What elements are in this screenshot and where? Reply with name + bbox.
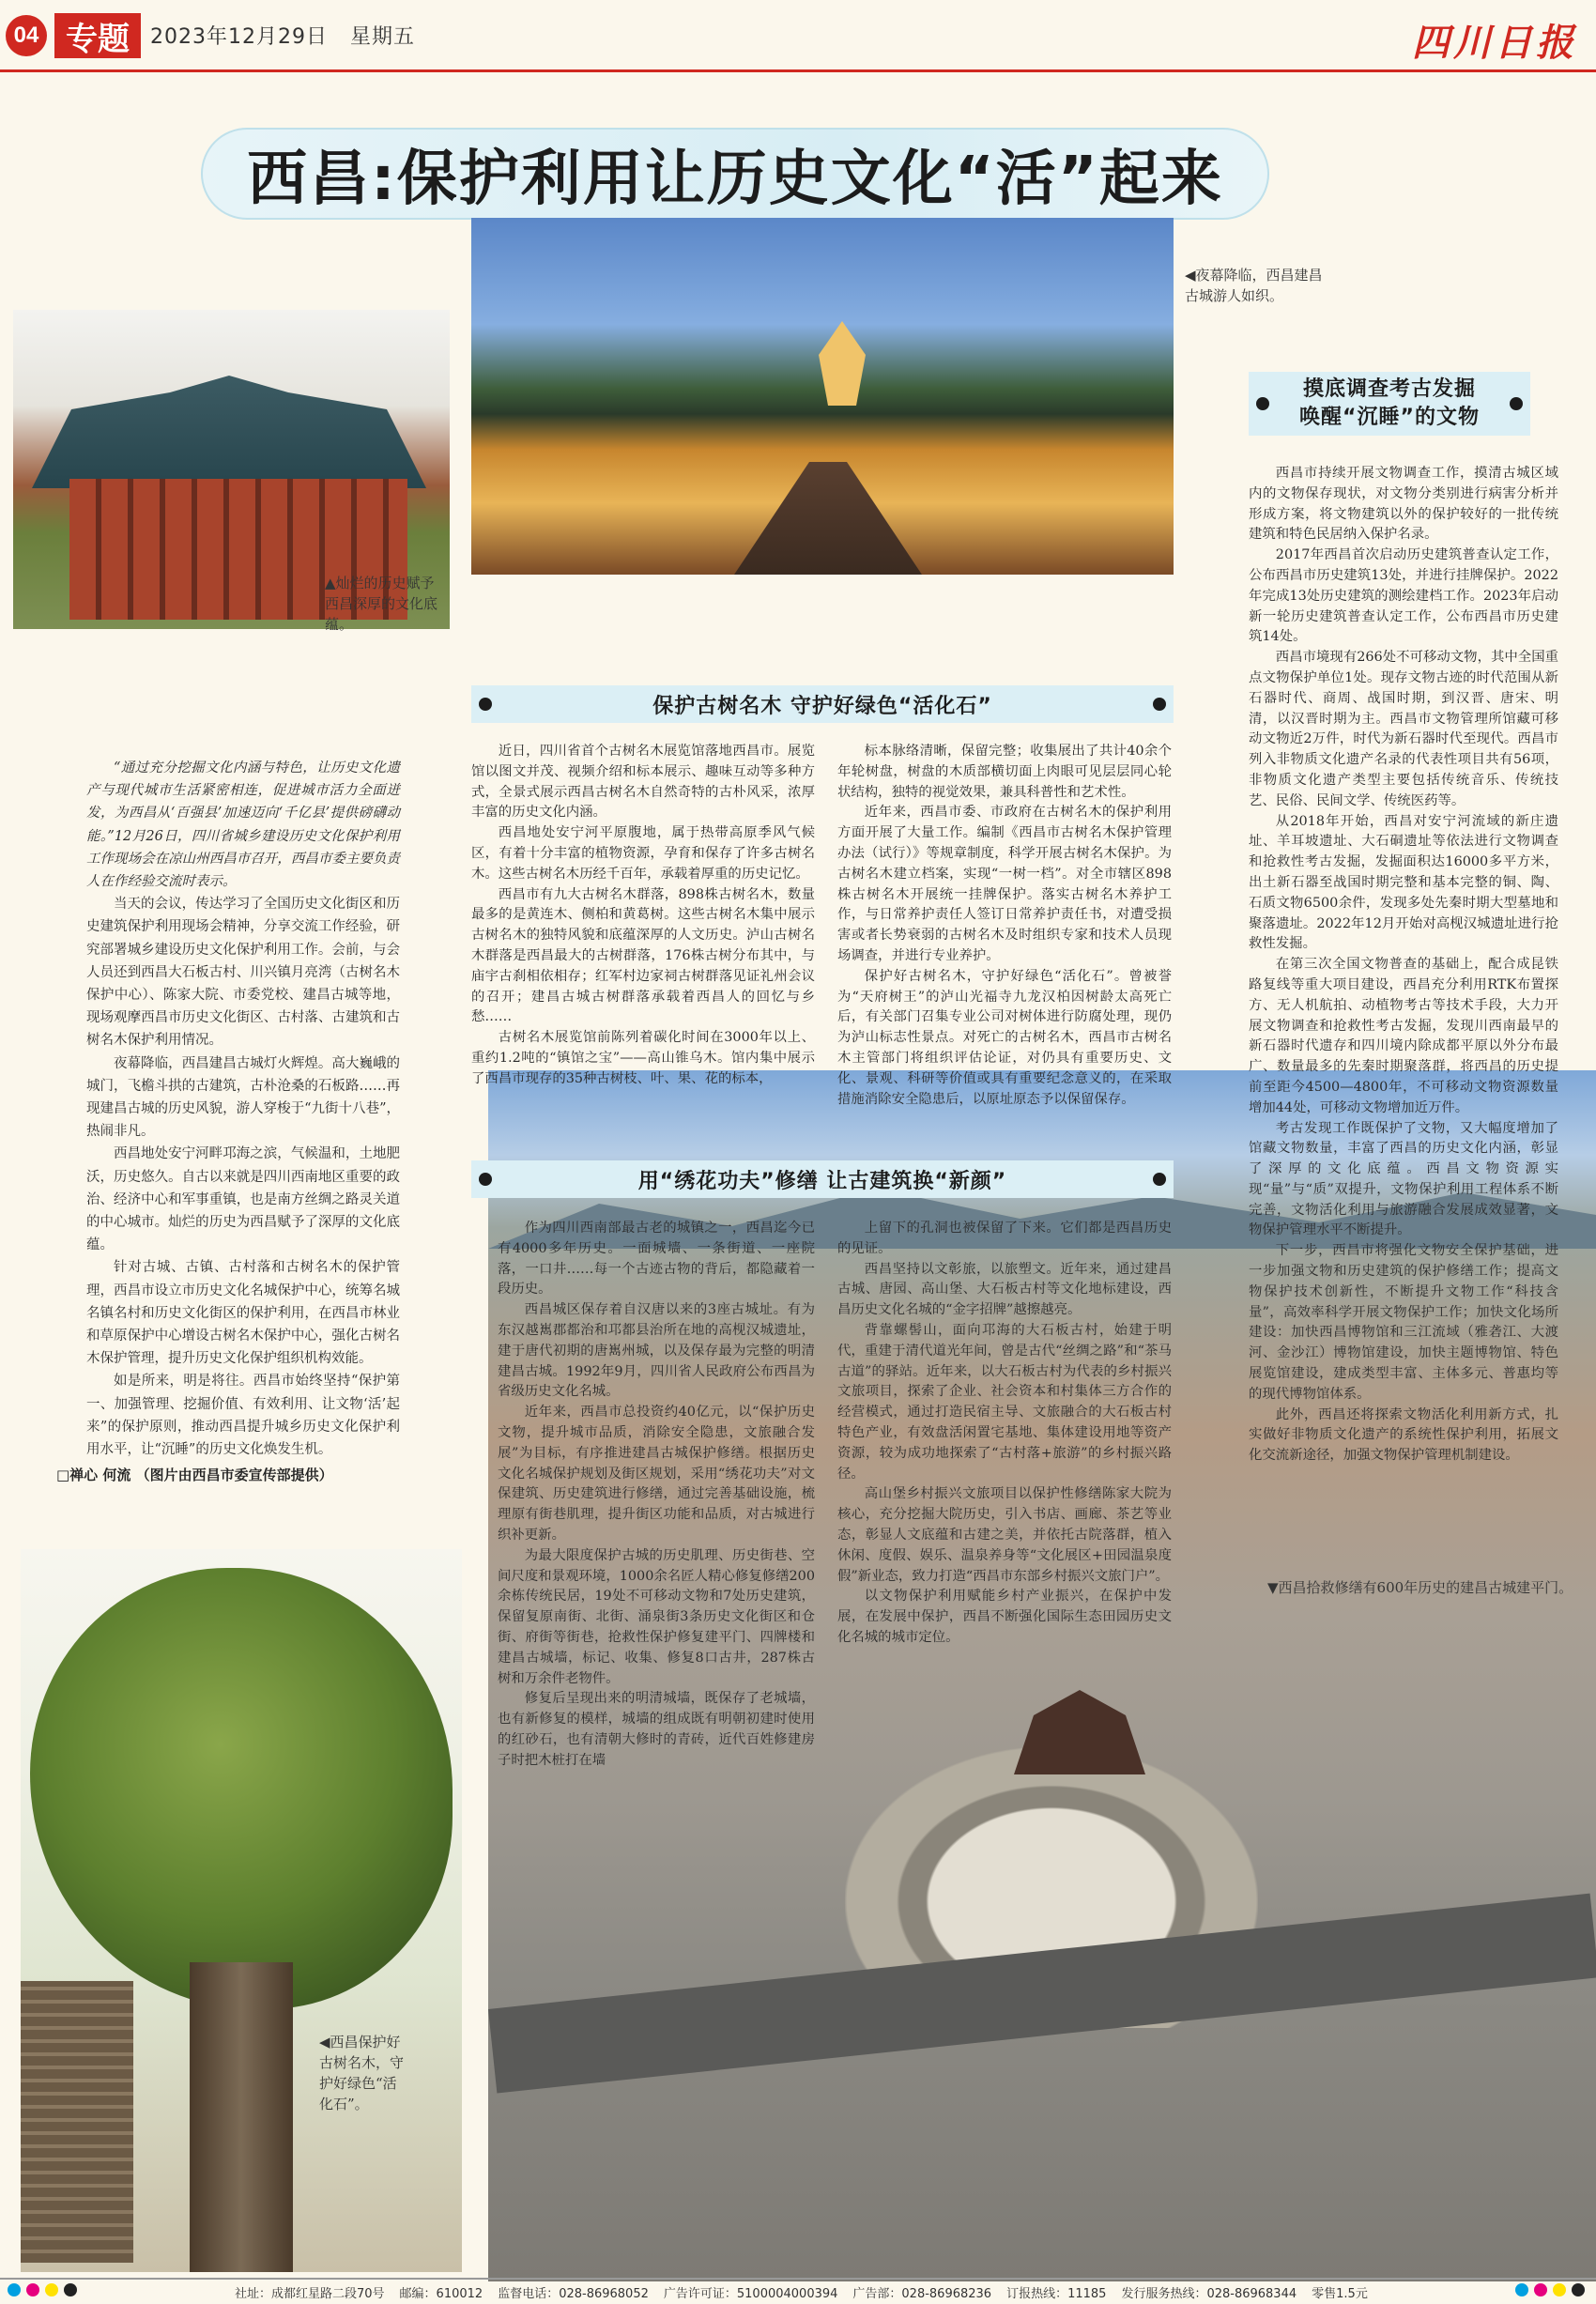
page-title: 西昌:保护利用让历史文化“活”起来 <box>247 145 1223 214</box>
column-trees-right <box>837 742 1172 1110</box>
footer-rule <box>0 2278 1596 2280</box>
lead-paragraph: 当天的会议，传达学习了全国历史文化街区和历史建筑保护利用现场会精神，分享交流工作经验，研究部署城乡建设历史文化保护利用工作。会前，与会人员还到西昌大石板古村、川兴镇月亮湾（古树名木保护中心）、陈家大院、市委党校、建昌古城等地，现场观摩西昌市历史文化街区、古村落、古建筑和古树名木保护利用情况。 <box>86 897 400 1049</box>
caption-ancient-tree: ◀西昌保护好古树名木，守护好绿色“活化石”。 <box>319 2034 405 2112</box>
registration-dot <box>1553 2283 1566 2296</box>
paragraph: 西昌地处安宁河平原腹地，属于热带高原季风气候区，有着十分丰富的植物资源，孕育和保存了许多古树名木。这些古树名木历经千百年，承载着厚重的历史记忆。 <box>471 825 815 882</box>
caption-night-scene: ◀夜幕降临，西昌建昌古城游人如织。 <box>1185 267 1323 304</box>
paragraph: 古树名木展览馆前陈列着碳化时间在3000年以上、重约1.2吨的“镇馆之宝”——高山锥乌木。馆内集中展示了西昌市现存的35种古树枝、叶、果、花的标本， <box>471 1030 815 1086</box>
column-archaeology <box>1249 464 1558 1467</box>
paragraph: 近年来，西昌市总投资约40亿元，以“保护历史文物，提升城市品质，消除安全隐患，文旅融合发展”为目标，有序推进建昌古城保护修缮。根据历史文化名城保护规划及街区规划，采用“绣花功夫”对文保建筑、历史建筑进行修缮，通过完善基础设施，梳理原有街巷肌理，提升街区功能和品质，对古城进行织补更新。 <box>498 1405 815 1543</box>
shed-shape <box>21 1981 133 2263</box>
color-registration-marks <box>8 2283 77 2296</box>
paragraph: 在第三次全国文物普查的基础上，配合成昆铁路复线等重大项目建设，西昌充分利用RTK布置探方、无人机航拍、动植物考古等技术手段，大力开展文物调查和抢救性考古发掘，发现川西南最早的新石器时代遗存和四川境内除成都平原以外分布最广、数量最多的先秦时期聚落群，将西昌的历史提前至距今4500—4800年，不可移动文物资源数量增加44处，可移动文物增加近万件。 <box>1249 957 1558 1115</box>
paragraph: 西昌市境现有266处不可移动文物，其中全国重点文物保护单位1处。现存文物古迹的时代范围从新石器时代、商周、战国时期，到汉晋、唐宋、明清，以汉晋时期为主。西昌市文物管理所馆藏可移动文物近2万件，时代为新石器时代至现代。西昌市列入非物质文化遗产名录的代表性项目共有56项，非物质文化遗产类型主要包括传统音乐、传统技艺、民俗、民间文学、传统医药等。 <box>1249 650 1558 808</box>
paragraph: 西昌市有九大古树名木群落，898株古树名木，数量最多的是黄连木、侧柏和黄葛树。这些古树名木集中展示古树名木的独特风貌和底蕴深厚的人文历史。泸山古树名木群落是西昌最大的古树群落，176株古树分布其中，与庙宇古刹相依相存；红军村边家祠古树群落见证礼州会议的召开；建昌古城古树群落承载着西昌人的回忆与乡愁…… <box>471 886 815 1025</box>
footer-service: 发行服务热线：028-86968344 <box>1121 2286 1297 2301</box>
paragraph: 此外，西昌还将探索文物活化利用新方式，扎实做好非物质文化遗产的系统性保护利用，拓展文化交流新途径，加强文物保护管理机制建设。 <box>1249 1406 1558 1464</box>
paragraph: 西昌坚持以文彰旅，以旅塑文。近年来，通过建昌古城、唐园、高山堡、大石板古村等文化地标建设，西昌历史文化名城的“金字招牌”越擦越亮。 <box>837 1261 1172 1318</box>
registration-dot <box>1572 2283 1585 2296</box>
lead-text <box>86 757 400 1461</box>
lead-paragraph: 夜幕降临，西昌建昌古城灯火辉煌。高大巍峨的城门，飞檐斗拱的古建筑，古朴沧桑的石板路……再现建昌古城的历史风貌，游人穿梭于“九街十八巷”，热闹非凡。 <box>86 1055 400 1140</box>
masthead-logo: 四川日报 <box>1412 21 1577 65</box>
photo-night-old-town <box>471 218 1174 575</box>
paragraph: 考古发现工作既保护了文物，又大幅度增加了馆藏文物数量，丰富了西昌的历史文化内涵，彰显了深厚的文化底蕴。西昌文物资源实现“量”与“质”双提升，文物保护利用工程体系不断完善，文物活化利用与旅游融合发展成效显著，文物保护管理水平不断提升。 <box>1249 1120 1558 1238</box>
registration-dot <box>64 2283 77 2296</box>
paragraph: 标本脉络清晰，保留完整；收集展出了共计40余个年轮树盘，树盘的木质部横切面上肉眼可见层层同心轮状结构，独特的视觉效果，兼具科普性和艺术性。 <box>837 744 1172 800</box>
paragraph: 从2018年开始，西昌对安宁河流域的新庄遗址、羊耳坡遗址、大石硐遗址等依法进行文物调查和抢救性考古发掘，发掘面积达16000多平方米，出土新石器至战国时期完整和基本完整的铜、陶、石质文物6500余件，发现多处先秦时期大型墓地和聚落遗址。2022年12月开始对高枧汉城遗址进行抢救性发掘。 <box>1249 813 1558 952</box>
paragraph: 作为四川西南部最古老的城镇之一，西昌迄今已有4000多年历史。一面城墙、一条街道、一座院落，一口井……每一个古迹古物的背后，都隐藏着一段历史。 <box>498 1221 815 1298</box>
registration-dot <box>26 2283 39 2296</box>
paragraph: 上留下的孔洞也被保留了下来。它们都是西昌历史的见证。 <box>837 1221 1172 1256</box>
color-registration-marks <box>1515 2283 1585 2296</box>
tower-shape <box>819 321 866 406</box>
street-shape <box>734 462 922 575</box>
footer-info <box>235 2281 1368 2302</box>
footer-subscribe: 订报热线：11185 <box>1006 2286 1107 2301</box>
subhead-line: 唤醒“沉睡”的文物 <box>1299 406 1480 429</box>
lead-paragraph: 针对古城、古镇、古村落和古树名木的保护管理，西昌市设立市历史文化名城保护中心，统筹名城名镇名村和历史文化街区的保护利用，在西昌市林业和草原保护中心增设古树名木保护中心，强化古树名木保护管理，提升历史文化保护组织机构效能。 <box>86 1260 400 1367</box>
column-trees-left <box>471 742 815 1090</box>
footer-postcode: 邮编：610012 <box>399 2286 483 2301</box>
weekday-text: 星期五 <box>349 25 415 49</box>
paragraph: 高山堡乡村振兴文旅项目以保护性修缮陈家大院为核心，充分挖掘大院历史，引入书店、画廊、茶艺等业态，彰显人文底蕴和古建之美，并依托古院落群，植入休闲、度假、娱乐、温泉养身等“文化展区+田园温泉度假”新业态，致力打造“西昌市东部乡村振兴文旅门户”。 <box>837 1486 1172 1584</box>
registration-dot <box>1534 2283 1547 2296</box>
lead-paragraph: 如是所来，明是将往。西昌市始终坚持“保护第一、加强管理、挖掘价值、有效利用、让文物‘活’起来”的保护原则，推动西昌提升城乡历史文化保护利用水平，让“沉睡”的历史文化焕发生机。 <box>86 1374 400 1458</box>
footer-price: 零售1.5元 <box>1312 2286 1368 2301</box>
caption-city-gate: ▼西昌拾救修缮有600年历史的建昌古城建平门。 <box>1267 1579 1573 1596</box>
registration-dot <box>45 2283 58 2296</box>
paragraph: 近日，四川省首个古树名木展览馆落地西昌市。展览馆以图文并茂、视频介绍和标本展示、趣味互动等多种方式，全景式展示西昌古树名木自然奇特的古朴风采，浓厚丰富的历史文化内涵。 <box>471 744 815 821</box>
subhead-ancient-trees: 保护古树名木 守护好绿色“活化石” <box>471 685 1174 723</box>
gate-tower-shape <box>1014 1690 1145 1774</box>
paragraph: 近年来，西昌市委、市政府在古树名木的保护利用方面开展了大量工作。编制《西昌市古树名木保护管理办法（试行）》等规章制度，科学开展古树名木保护。为古树名木建立档案，实现“一树一档”。对全市辖区898株古树名木开展统一挂牌保护。落实古树名木养护工作，与日常养护责任人签订日常养护责任书，对遭受损害或者长势衰弱的古树名木及时组织专家和技术人员现场调查，并进行专业养护。 <box>837 805 1172 963</box>
registration-dot <box>8 2283 21 2296</box>
lead-paragraph: “通过充分挖掘文化内涵与特色，让历史文化遗产与现代城市生活紧密相连，促进城市活力全面迸发，为西昌从‘百强县’加速迈向‘千亿县’提供磅礴动能。”12月26日，四川省城乡建设历史文化保护利用工作现场会在凉山州西昌市召开，西昌市委主要负责人在作经验交流时表示。 <box>86 760 400 890</box>
tree-canopy <box>30 1568 453 2009</box>
paragraph: 以文物保护利用赋能乡村产业振兴，在保护中发展，在发展中保护，西昌不断强化国际生态田园历史文化名城的城市定位。 <box>837 1589 1172 1645</box>
paragraph: 西昌市持续开展文物调查工作，摸清古城区域内的文物保存现状，对文物分类别进行病害分析并形成方案，将文物建筑以外的保护较好的一批传统建筑和特色民居纳入保护名录。 <box>1249 466 1558 543</box>
paragraph: 为最大限度保护古城的历史肌理、历史街巷、空间尺度和景观环境，1000余名匠人精心修复修缮200余栋传统民居，19处不可移动文物和7处历史建筑，保留复原南街、北街、涌泉街3条历史文化街区和仓街、府街等街巷，抢救性保护修复建平门、四牌楼和建昌古城墙，标记、收集、修复8口古井，287株古树和万余件老物件。 <box>498 1547 815 1686</box>
subhead-line: 摸底调查考古发掘 <box>1302 377 1476 401</box>
section-label: 专题 <box>54 13 141 58</box>
paragraph: 保护好古树名木，守护好绿色“活化石”。曾被誉为“天府树王”的泸山光福寺九龙汉柏因树龄太高死亡后，有关部门召集专业公司对树体进行防腐处理，现仍为泸山标志性景点。对死亡的古树名木，西昌市古树名木主管部门将组织评估论证，对仍具有重要历史、文化、景观、科研等价值或具有重要纪念意义的，在采取措施消除安全隐患后，以原址原态予以保留保存。 <box>837 968 1172 1107</box>
header-rule <box>0 69 1596 72</box>
tree-trunk <box>190 1962 293 2272</box>
paragraph: 修复后呈现出来的明清城墙，既保存了老城墙，也有新修复的模样，城墙的组成既有明朝初建时使用的红砂石，也有清朝大修时的青砖，近代百姓修建房子时把木桩打在墙 <box>498 1691 815 1768</box>
registration-dot <box>1515 2283 1528 2296</box>
subhead-restoration: 用“绣花功夫”修缮 让古建筑换“新颜” <box>471 1160 1174 1198</box>
roof-shape <box>32 376 426 488</box>
footer-hotline: 监督电话：028-86968052 <box>498 2286 649 2301</box>
paragraph: 下一步，西昌市将强化文物安全保护基础，进一步加强文物和历史建筑的保护修缮工作；提高文物保护技术创新性，不断提升文物工作“科技含量”，高效率科学开展文物保护工作；加快文化场所建设：加快西昌博物馆和三江流域（雅砻江、大渡河、金沙江）博物馆建设，加快主题博物馆、特色展览馆建设，建成类型丰富、主体多元、普惠均等的现代博物馆体系。 <box>1249 1243 1558 1402</box>
paragraph: 背靠螺髻山，面向邛海的大石板古村，始建于明代，重建于清代道光年间，曾是古代“丝绸之路”和“茶马古道”的驿站。近年来，以大石板古村为代表的乡村振兴文旅项目，探索了企业、社会资本和村集体三方合作的经营模式，通过打造民宿主导、文旅融合的大石板古村特色产业，有效盘活闲置宅基地、集体建设用地等资产资源，较为成功地探索了“古村落+旅游”的乡村振兴路径。 <box>837 1322 1172 1482</box>
footer-ad-license: 广告许可证：5100004000394 <box>663 2286 838 2301</box>
date-text: 2023年12月29日 <box>150 25 328 49</box>
photo-ancient-tree <box>21 1549 462 2272</box>
byline: □禅心 何流 （图片由西昌市委宣传部提供） <box>56 1467 333 1483</box>
footer-address: 社址：成都红星路二段70号 <box>235 2286 385 2301</box>
column-restoration-right <box>837 1219 1172 1649</box>
paragraph: 2017年西昌首次启动历史建筑普查认定工作，公布西昌市历史建筑13处，并进行挂牌保护。2022年完成13处历史建筑的测绘建档工作。2023年启动新一轮历史建筑普查认定工作，公布西昌市历史建筑14处。 <box>1249 547 1558 645</box>
lead-paragraph: 西昌地处安宁河畔邛海之滨，气候温和，土地肥沃，历史悠久。自古以来就是四川西南地区重要的政治、经济中心和军事重镇，也是南方丝绸之路灵关道的中心城市。灿烂的历史为西昌赋予了深厚的文化底蕴。 <box>86 1146 400 1253</box>
footer-ad-dept: 广告部：028-86968236 <box>852 2286 992 2301</box>
subhead-archaeology <box>1249 372 1530 436</box>
issue-date <box>150 21 415 50</box>
page-number: 04 <box>6 15 47 56</box>
caption-ancient-building: ▲灿烂的历史赋予西昌深厚的文化底蕴。 <box>325 575 438 633</box>
paragraph: 西昌城区保存着自汉唐以来的3座古城址。有为东汉越嶲郡都治和邛都县治所在地的高枧汉城遗址，建于唐代初期的唐嶲州城，以及保存最为完整的明清建昌古城。1992年9月，四川省人民政府公布西昌为省级历史文化名城。 <box>498 1302 815 1400</box>
column-restoration-left <box>498 1219 815 1772</box>
